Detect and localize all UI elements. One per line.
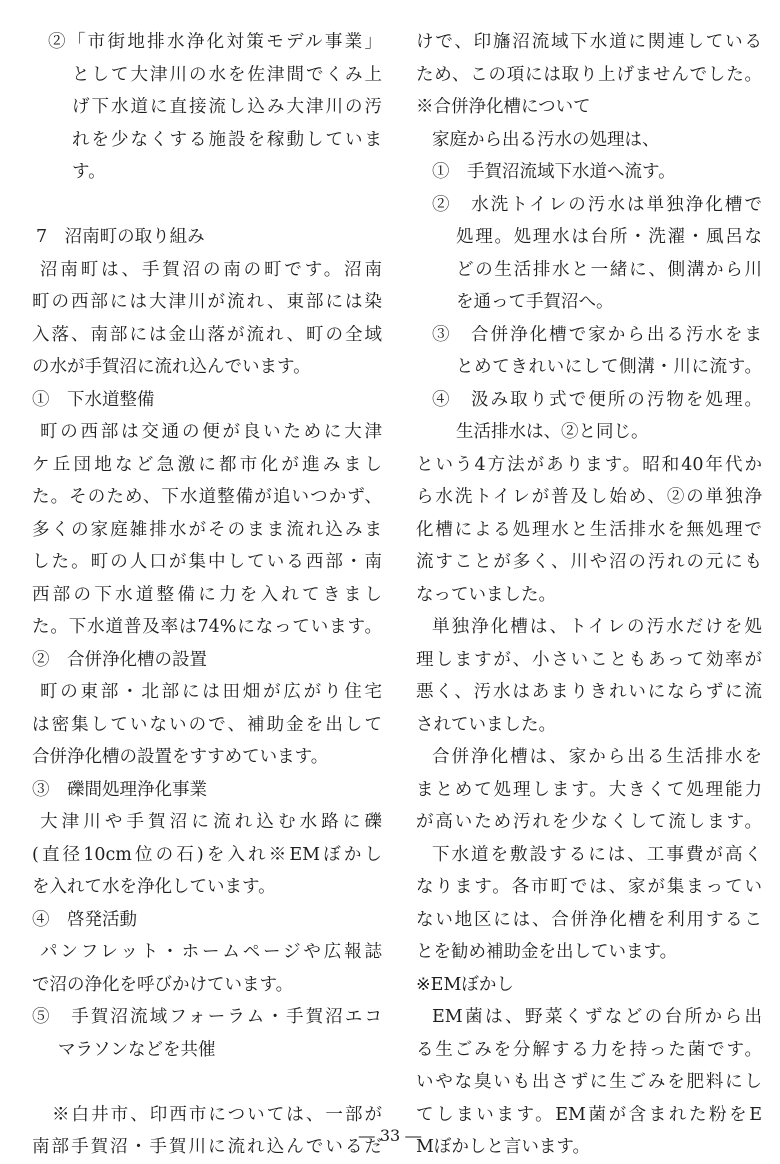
text-line: として大津川の水を佐津間でくみ上: [72, 64, 382, 85]
item-2-continuation: [32, 26, 382, 189]
septic-heading: ※合併浄化槽について: [416, 97, 591, 117]
text-line: という4方法があります。昭和40年代か: [416, 454, 762, 475]
subsection-heading: ② 合併浄化槽の設置: [32, 649, 207, 670]
septic-paragraph: [32, 676, 382, 774]
method-item: [416, 319, 762, 384]
text-line: どの生活排水と一緒に、側溝から川: [456, 259, 762, 280]
subsection-heading: ④ 啓発活動: [32, 909, 137, 930]
note-continuation: [416, 26, 762, 91]
method-list: [416, 156, 762, 449]
text-line: 入落、南部には金山落が流れ、町の全域: [32, 324, 382, 345]
text-line: 処理。処理水は台所・洗濯・風呂な: [456, 227, 762, 247]
text-line: マラソンなどを共催: [58, 1039, 216, 1060]
subsection-heading: ① 下水道整備: [32, 389, 155, 410]
text-line: 合併浄化槽の設置をすすめています。: [32, 747, 329, 767]
text-line: ② 水洗トイレの汚水は単独浄化槽で: [432, 194, 762, 215]
methods-summary-paragraph: [416, 449, 762, 612]
text-line: まとめて処理します。大きくて処理能力: [416, 779, 762, 800]
text-line: ない地区には、合併浄化槽を利用するこ: [416, 909, 762, 930]
text-line: れを少なくする施設を稼動していま: [72, 129, 382, 150]
method-item: [416, 189, 762, 319]
combined-septic-paragraph: [416, 741, 762, 839]
text-line: Mぼかしと言います。: [416, 1137, 591, 1157]
left-column: [32, 26, 382, 1164]
text-line: てしまいます。EM菌が含まれた粉をE: [416, 1104, 762, 1125]
text-line: 合併浄化槽は、家から出る生活排水を: [432, 747, 762, 767]
text-line: なります。各市町では、家が集まってい: [416, 877, 762, 897]
text-line: げ下水道に直接流し込み大津川の汚: [72, 97, 382, 117]
text-line: 理しますが、小さいこともあって効率が: [416, 649, 762, 670]
page-number: ― 33 ―: [358, 1126, 422, 1145]
text-line: なっていました。: [416, 584, 556, 605]
text-line: 西部の下水道整備に力を入れてきまし: [32, 584, 382, 605]
subsection-heading: ③ 礫間処理浄化事業: [32, 779, 207, 800]
text-line: 南部手賀沼・手賀川に流れ込んでいるだ: [32, 1137, 382, 1157]
text-line: ケ丘団地など急激に都市化が進みまし: [32, 454, 382, 475]
method-item: [416, 156, 762, 189]
text-line: で沼の浄化を呼びかけています。: [32, 974, 294, 995]
subsection-5: [32, 1001, 382, 1066]
text-line: いやな臭いも出さずに生ごみを肥料にし: [416, 1072, 762, 1092]
sewer-cost-paragraph: [416, 839, 762, 969]
text-line: ※白井市、印西市については、一部が: [52, 1104, 382, 1125]
single-septic-paragraph: [416, 611, 762, 741]
text-line: た。そのため、下水道整備が追いつかず、: [32, 487, 382, 507]
text-line: ら水洗トイレが普及し始め、②の単独浄: [416, 487, 762, 507]
text-line: 多くの家庭雑排水がそのまま流れ込みま: [32, 519, 382, 540]
text-line: とを勧め補助金を出しています。: [416, 942, 678, 962]
text-line: の水が手賀沼に流れ込んでいます。: [32, 357, 311, 377]
text-line: る生ごみを分解する力を持った菌です。: [416, 1039, 762, 1060]
spacer: [32, 189, 382, 222]
text-line: 生活排水は、②と同じ。: [456, 422, 649, 442]
text-line: ④ 汲み取り式で便所の汚物を処理。: [432, 389, 762, 410]
awareness-paragraph: [32, 936, 382, 1001]
text-line: (直径10cm位の石)を入れ※EMぼかし: [32, 844, 382, 865]
text-line: は密集していないので、補助金を出して: [32, 714, 382, 735]
text-line: 町の西部には大津川が流れ、東部には染: [32, 292, 382, 312]
gravel-paragraph: [32, 806, 382, 904]
sewer-paragraph: [32, 416, 382, 644]
text-line: されていました。: [416, 714, 556, 735]
text-line: 悪く、汚水はあまりきれいにならずに流: [416, 682, 762, 702]
text-line: ②「市街地排水浄化対策モデル事業」: [48, 32, 382, 52]
right-column: [416, 26, 762, 1164]
text-line: を入れて水を浄化しています。: [32, 877, 276, 897]
text-line: を通って手賀沼へ。: [456, 292, 614, 312]
text-line: 大津川や手賀沼に流れ込む水路に礫: [40, 812, 382, 832]
text-line: パンフレット・ホームページや広報誌: [40, 942, 382, 962]
text-line: ① 手賀沼流域下水道へ流す。: [432, 162, 676, 182]
text-line: た。下水道普及率は74%になっています。: [32, 617, 382, 637]
section-heading: 7 沼南町の取り組み: [36, 227, 205, 247]
text-line: 単独浄化槽は、トイレの汚水だけを処: [432, 617, 762, 637]
text-line: 沼南町は、手賀沼の南の町です。沼南: [40, 259, 382, 280]
text-line: 町の東部・北部には田畑が広がり住宅: [40, 682, 382, 702]
text-line: 町の西部は交通の便が良いために大津: [40, 422, 382, 442]
text-line: した。町の人口が集中している西部・南: [32, 552, 382, 572]
text-line: す。: [72, 162, 106, 182]
text-line: とめてきれいにして側溝・川に流す。: [456, 357, 762, 377]
text-line: 流すことが多く、川や沼の汚れの元にも: [416, 552, 762, 572]
text-line: が高いため汚れを少なくして流します。: [416, 812, 762, 832]
text-line: 下水道を敷設するには、工事費が高く: [432, 844, 762, 865]
septic-intro: 家庭から出る汚水の処理は、: [432, 129, 660, 150]
spacer: [32, 1066, 382, 1099]
subsection-heading: ⑤ 手賀沼流域フォーラム・手賀沼エコ: [32, 1007, 382, 1027]
text-line: 化槽による処理水と生活排水を無処理で: [416, 519, 762, 540]
em-heading: ※EMぼかし: [416, 974, 514, 995]
intro-paragraph: [32, 254, 382, 384]
text-line: EM菌は、野菜くずなどの台所から出: [432, 1007, 762, 1027]
text-line: ③ 合併浄化槽で家から出る汚水をま: [432, 324, 762, 345]
method-item: [416, 384, 762, 449]
text-line: けで、印旛沼流域下水道に関連している: [416, 32, 762, 52]
text-line: ため、この項には取り上げませんでした。: [416, 64, 762, 85]
